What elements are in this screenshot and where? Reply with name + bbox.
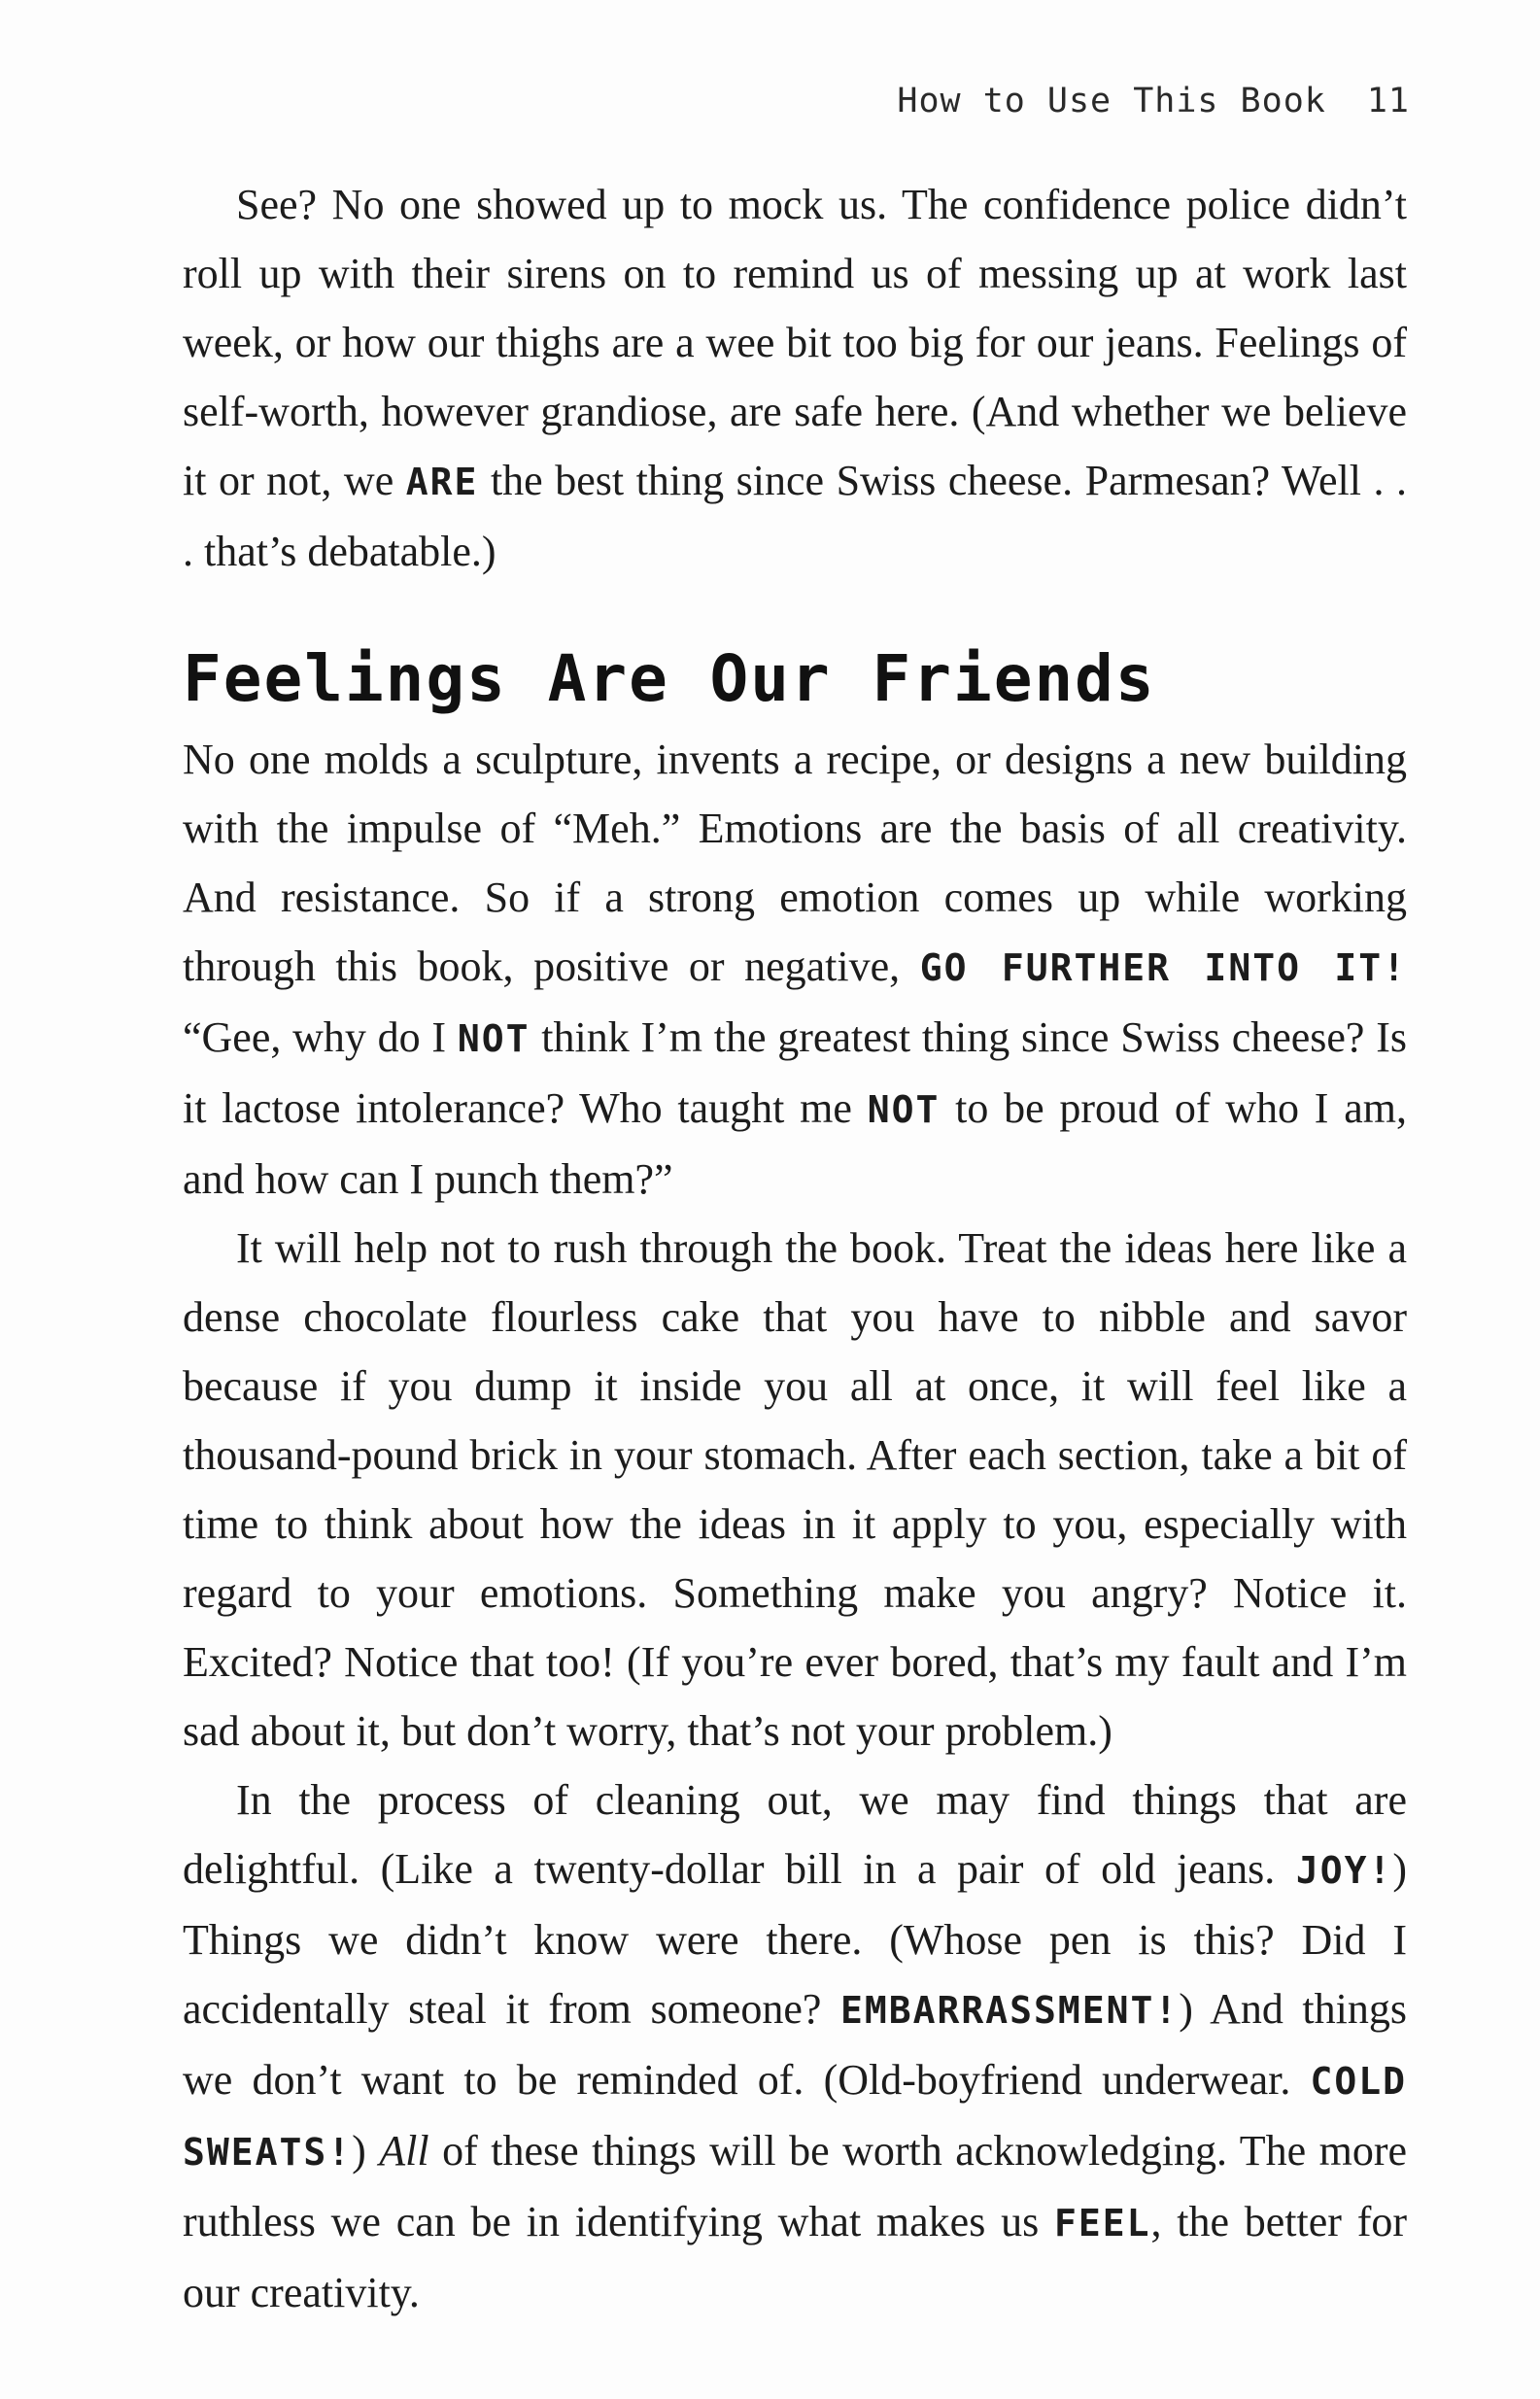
- intro-text: [183, 170, 1407, 586]
- emphasis-caps: EMBARRASSMENT!: [839, 1989, 1180, 2032]
- emphasis-caps: JOY!: [1295, 1849, 1393, 1892]
- paragraph: It will help not to rush through the book. Treat the ideas here like a dense chocolate flourless cake that you have to nibble and savor because if you dump it inside you all at once, it will feel like a thousand-pound brick in your stomach. After each section, take a bit of time to think about how the ideas in it apply to you, especially with regard to your emotions. Something make you angry? Notice it. Excited? Notice that too! (If you’re ever bored, that’s my fault and I’m sad about it, but don’t worry, that’s not your problem.): [183, 1224, 1407, 1755]
- section-heading: Feelings Are Our Friends: [183, 641, 1156, 716]
- emphasis-caps: FEEL: [1053, 2202, 1151, 2245]
- text-run: ) And things we don’t want to be reminded of. (Old-boyfriend underwear.: [183, 1985, 1408, 2104]
- text-run: , the better for our creativity.: [183, 2198, 1408, 2316]
- section-text: [183, 725, 1407, 2327]
- text-run: ): [352, 2127, 380, 2175]
- text-run: In the process of cleaning out, we may find things that are delightful. (Like a twenty-dollar bill in a pair of old jeans.: [183, 1776, 1407, 1893]
- running-head: [897, 82, 1410, 120]
- emphasis-caps: NOT: [867, 1088, 941, 1131]
- text-run: to be proud of who I am, and how can I punch them?”: [183, 1084, 1407, 1203]
- paragraph: [183, 170, 1407, 586]
- emphasis-caps: ARE: [405, 461, 479, 503]
- emphasis-caps: GO FURTHER INTO IT!: [919, 946, 1407, 989]
- paragraph: [183, 1765, 1407, 2327]
- page-number: 11: [1366, 82, 1410, 120]
- text-run: No one molds a sculpture, invents a recipe, or designs a new building with the impulse of “Meh.” Emotions are the basis of all creativity. And resistance. So if a strong emotion comes up while working through this book, positive or negative,: [183, 736, 1407, 990]
- emphasis-caps: COLD SWEATS!: [183, 2060, 1407, 2174]
- running-title: How to Use This Book: [897, 82, 1326, 120]
- text-run: ) Things we didn’t know were there. (Whose pen is this? Did I accidentally steal it from someone?: [183, 1845, 1407, 2033]
- emphasis-italic: All: [379, 2127, 429, 2175]
- paragraph: [183, 725, 1407, 1214]
- text-run: See? No one showed up to mock us. The confidence police didn’t roll up with their sirens on to remind us of messing up at work last week, or how our thighs are a wee bit too big for our jeans. Feelings of self-worth, however grandiose, are safe here. (And whether we believe it or not, we: [183, 181, 1407, 504]
- text-run: of these things will be worth acknowledging. The more ruthless we can be in identifying what makes us: [183, 2127, 1408, 2245]
- emphasis-caps: NOT: [457, 1017, 530, 1060]
- text-run: “Gee, why do I: [183, 1013, 458, 1061]
- text-run: the best thing since Swiss cheese. Parmesan? Well . . . that’s debatable.): [183, 457, 1407, 575]
- text-run: think I’m the greatest thing since Swiss cheese? Is it lactose intolerance? Who taught me: [183, 1013, 1407, 1132]
